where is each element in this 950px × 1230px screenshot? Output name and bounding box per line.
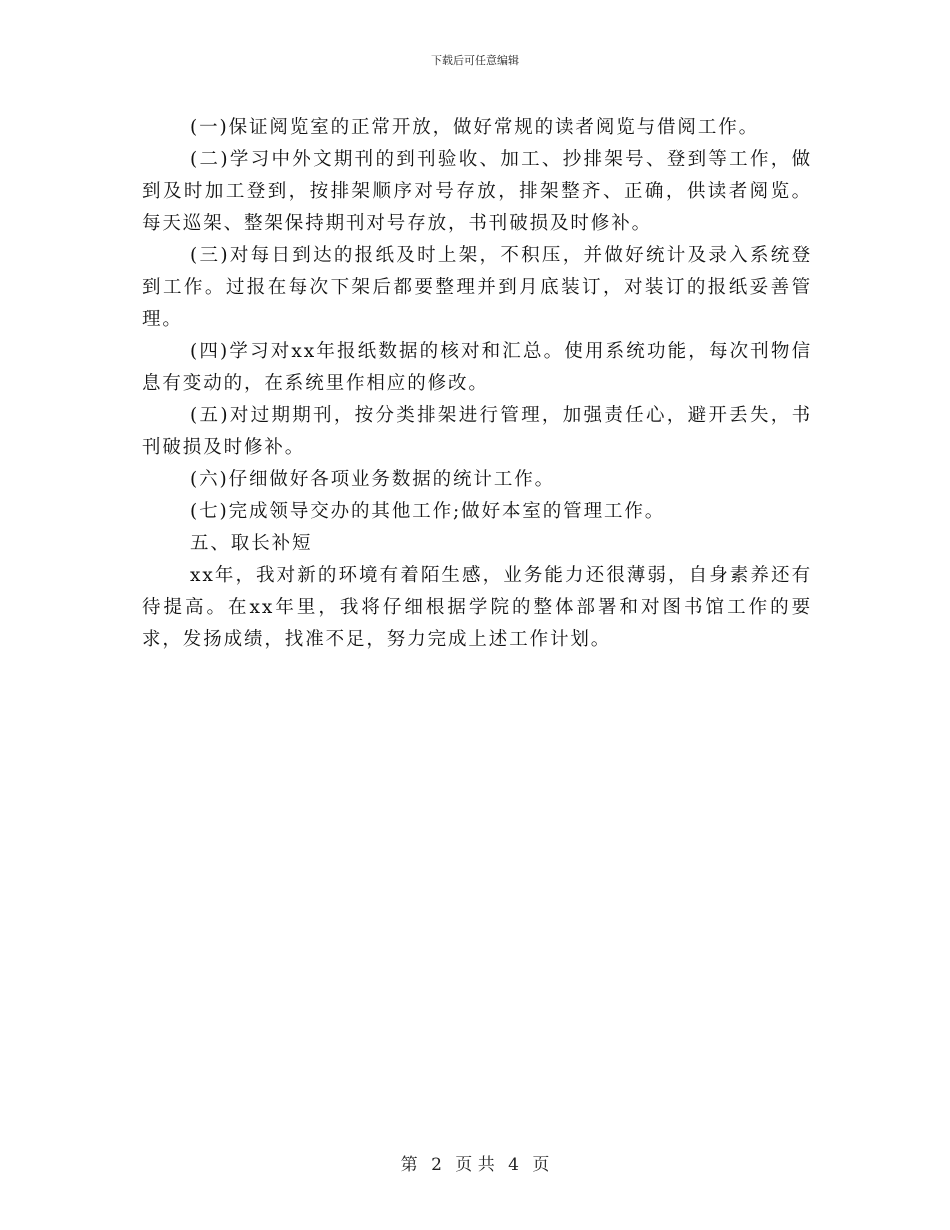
footer-middle: 页 共: [455, 1155, 495, 1175]
section-heading: 五、取长补短: [190, 533, 313, 554]
paragraph-7: (七)完成领导交办的其他工作;做好本室的管理工作。: [190, 501, 666, 522]
footer-suffix: 页: [532, 1155, 550, 1175]
page-footer: [0, 1153, 950, 1177]
paragraph-6: (六)仔细做好各项业务数据的统计工作。: [190, 469, 556, 490]
paragraph-9: xx年，我对新的环境有着陌生感，业务能力还很薄弱，自身素养还有待提高。在xx年里，我将仔细根据学院的整体部署和对图书馆工作的要求，发扬成绩，找准不足，努力完成上述工作计划。: [142, 565, 812, 650]
page-number: 2: [431, 1155, 442, 1175]
document-body: [142, 112, 812, 656]
paragraph-2: (二)学习中外文期刊的到刊验收、加工、抄排架号、登到等工作，做到及时加工登到，按排架顺序对号存放，排架整齐、正确，供读者阅览。每天巡架、整架保持期刊对号存放，书刊破损及时修补。: [142, 149, 812, 234]
footer-prefix: 第: [400, 1155, 418, 1175]
paragraph-4: (四)学习对xx年报纸数据的核对和汇总。使用系统功能，每次刊物信息有变动的，在系统里作相应的修改。: [142, 341, 812, 394]
paragraph-5: (五)对过期期刊，按分类排架进行管理，加强责任心，避开丢失，书刊破损及时修补。: [142, 405, 812, 458]
paragraph-1: (一)保证阅览室的正常开放，做好常规的读者阅览与借阅工作。: [190, 117, 760, 138]
paragraph-3: (三)对每日到达的报纸及时上架，不积压，并做好统计及录入系统登到工作。过报在每次下架后都要整理并到月底装订，对装订的报纸妥善管理。: [142, 245, 812, 330]
page-header: 下载后可任意编辑: [431, 54, 519, 67]
page-total: 4: [508, 1155, 519, 1175]
